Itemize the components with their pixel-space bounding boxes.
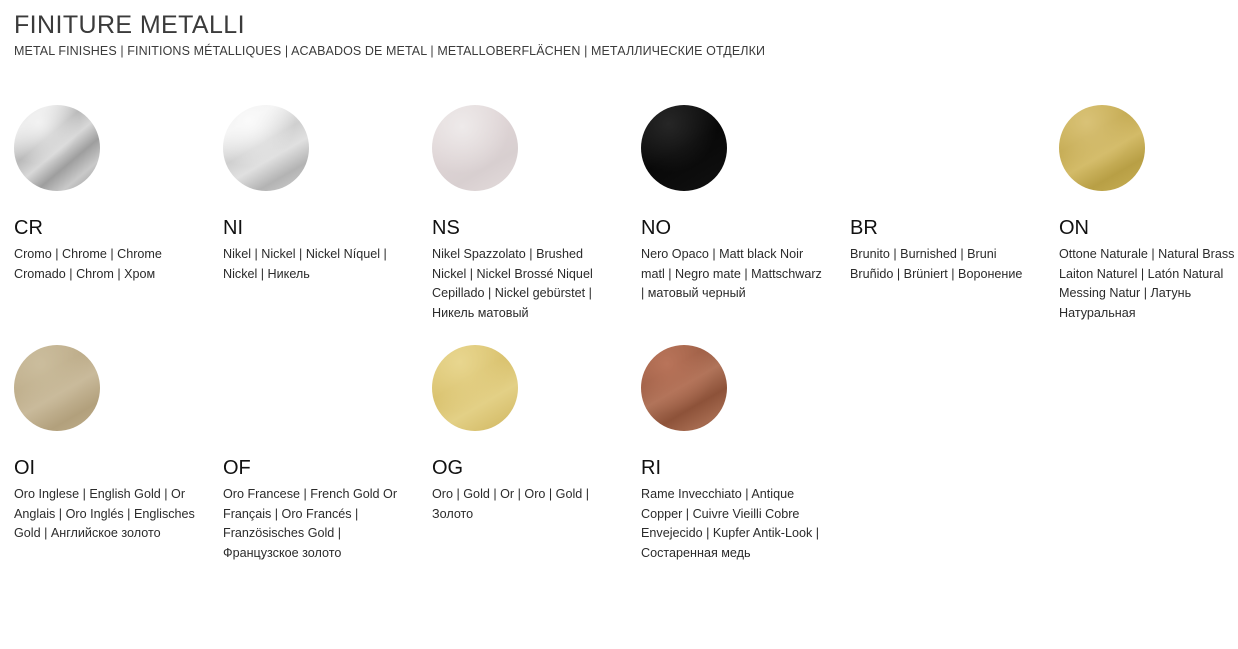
finish-description: Cromo | Chrome | Chrome Cromado | Chrom | Хром	[14, 247, 162, 281]
finish-item-of	[223, 345, 432, 563]
finish-item-ni	[223, 105, 432, 323]
finish-code: NS	[432, 217, 460, 239]
finish-code: OG	[432, 457, 464, 479]
finish-code: RI	[641, 457, 661, 479]
page-subtitle: METAL FINISHES | FINITIONS MÉTALLIQUES | ACABADOS DE METAL | METALLOBERFLÄCHEN | МЕТАЛЛИЧЕСКИЕ ОТДЕЛКИ	[14, 44, 766, 58]
page-header	[0, 0, 1238, 59]
finish-description: Oro | Gold | Or | Oro | Gold | Золото	[432, 487, 590, 521]
finish-description: Nero Opaco | Matt black Noir matl | Negro mate | Mattschwarz | матовый черный	[641, 247, 822, 300]
finish-item-no	[641, 105, 850, 323]
finish-item-cr	[14, 105, 223, 323]
gold-swatch-icon	[432, 345, 518, 431]
finish-description: Nikel Spazzolato | Brushed Nickel | Nickel Brossé Niquel Cepillado | Nickel gebürstet | Никель матовый	[432, 247, 593, 320]
finish-description: Nikel | Nickel | Nickel Níquel | Nickel | Никель	[223, 247, 387, 281]
natural-brass-swatch-icon	[1059, 105, 1145, 191]
finish-code: CR	[14, 217, 43, 239]
finish-code: ON	[1059, 217, 1089, 239]
finishes-grid-row-1	[0, 105, 1238, 323]
finish-code: NI	[223, 217, 243, 239]
english-gold-swatch-icon	[14, 345, 100, 431]
finish-code: OI	[14, 457, 36, 479]
finish-code: BR	[850, 217, 878, 239]
finish-item-br	[850, 105, 1059, 323]
finish-description: Ottone Naturale | Natural Brass Laiton Naturel | Latón Natural Messing Natur | Латунь Натуральная	[1059, 247, 1235, 320]
finish-item-ns	[432, 105, 641, 323]
finish-description: Brunito | Burnished | Bruni Bruñido | Brüniert | Воронение	[850, 247, 1023, 281]
page-title: FINITURE METALLI	[14, 11, 245, 39]
finish-item-on	[1059, 105, 1238, 323]
finishes-grid-row-2	[0, 345, 1238, 563]
matt-black-swatch-icon	[641, 105, 727, 191]
finish-description: Rame Invecchiato | Antique Copper | Cuivre Vieilli Cobre Envejecido | Kupfer Antik-Look | Состаренная медь	[641, 487, 820, 560]
finish-code: OF	[223, 457, 251, 479]
finish-item-empty-1	[850, 345, 1059, 563]
nickel-swatch-icon	[223, 105, 309, 191]
finish-description: Oro Inglese | English Gold | Or Anglais | Oro Inglés | Englisches Gold | Английское золото	[14, 487, 195, 540]
finish-item-ri	[641, 345, 850, 563]
brushed-nickel-swatch-icon	[432, 105, 518, 191]
burnished-swatch-icon	[850, 105, 936, 191]
chrome-swatch-icon	[14, 105, 100, 191]
finish-code: NO	[641, 217, 671, 239]
finish-description: Oro Francese | French Gold Or Français | Oro Francés | Französisches Gold | Французское золото	[223, 487, 398, 560]
finish-item-og	[432, 345, 641, 563]
finish-item-empty-2	[1059, 345, 1238, 563]
antique-copper-swatch-icon	[641, 345, 727, 431]
french-gold-swatch-icon	[223, 345, 309, 431]
finish-item-oi	[14, 345, 223, 563]
